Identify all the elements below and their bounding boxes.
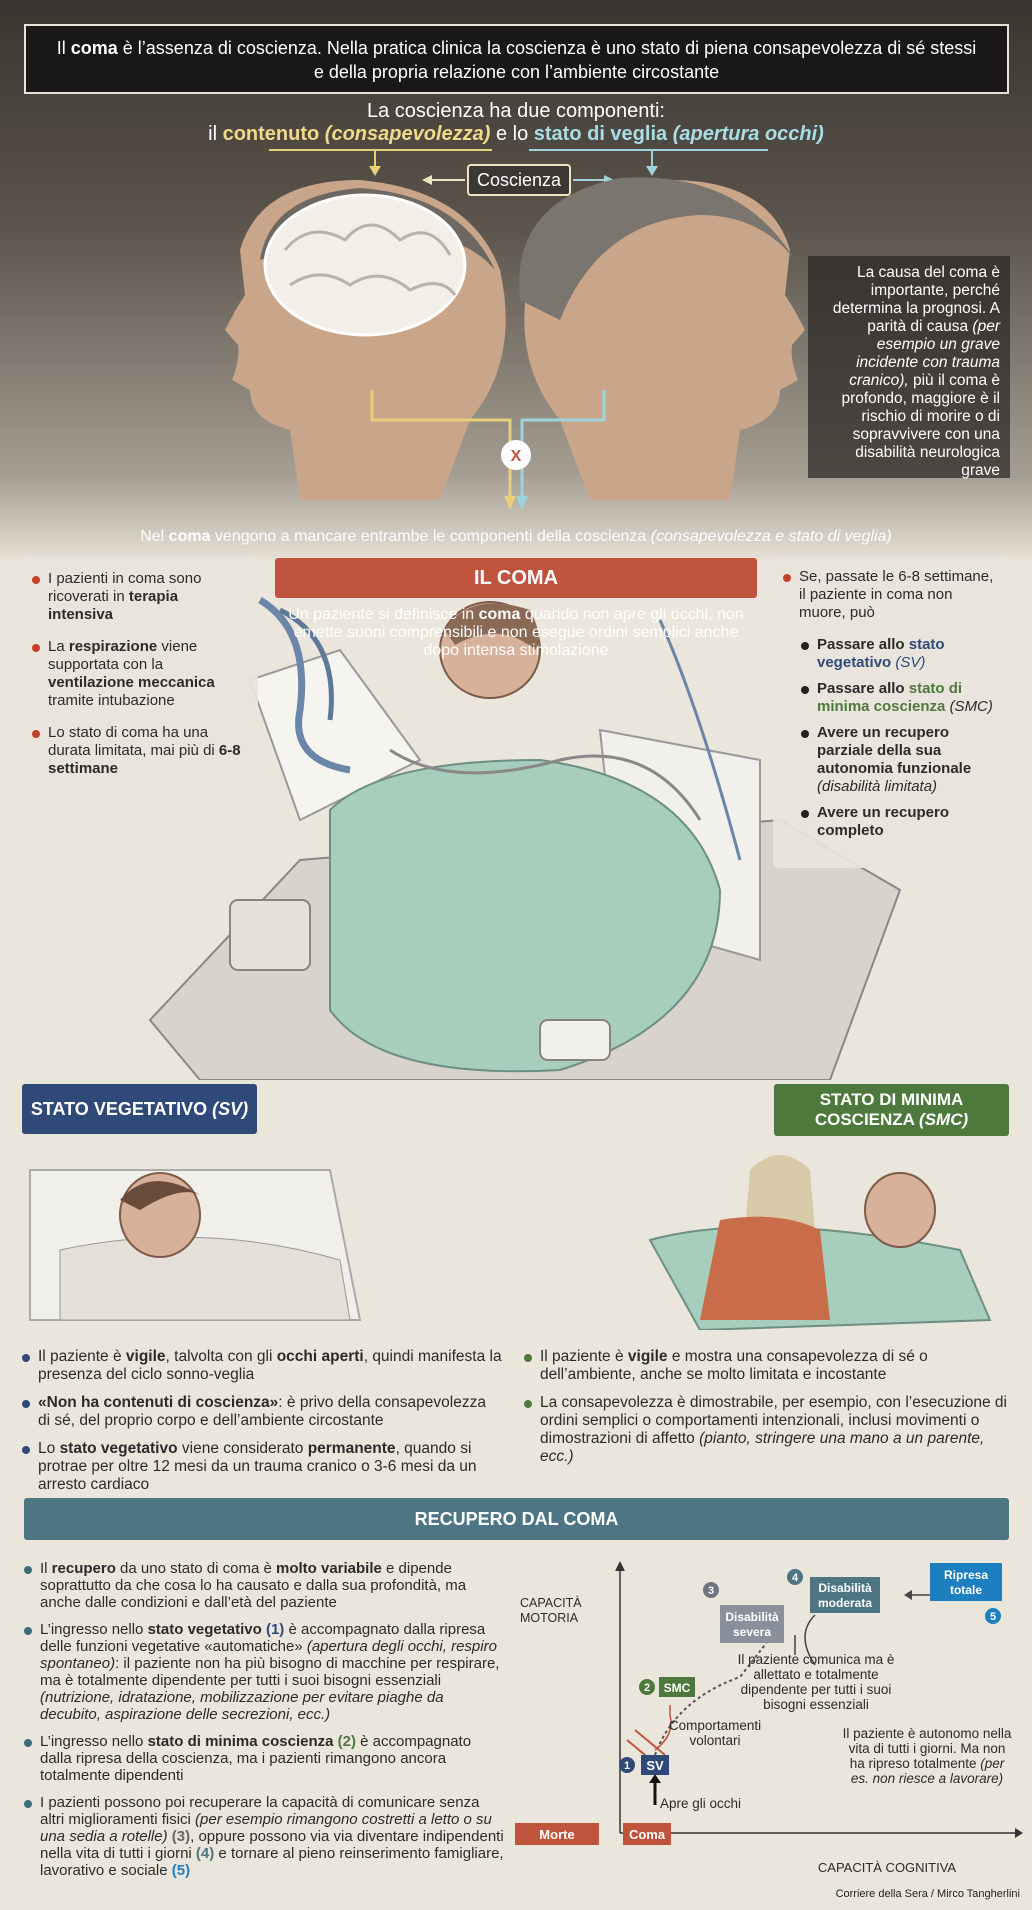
svg-text:Disabilità: Disabilità bbox=[818, 1581, 872, 1595]
smc-point-1: Il paziente è vigile e mostra una consapevolezza di sé o dell’ambiente, anche se molto limitata e incostante bbox=[524, 1348, 1014, 1384]
svg-text:Ripresa: Ripresa bbox=[943, 1568, 989, 1582]
outcome-partial: Avere un recupero parziale della sua autonomia funzionale (disabilità limitata) bbox=[817, 724, 997, 796]
recovery-header: RECUPERO DAL COMA bbox=[24, 1498, 1009, 1540]
svg-text:SV: SV bbox=[646, 1758, 664, 1773]
y-axis-label: CAPACITÀ MOTORIA bbox=[520, 1596, 582, 1625]
svg-text:Morte: Morte bbox=[539, 1827, 575, 1842]
sv-list bbox=[22, 1348, 502, 1504]
smc-header: STATO DI MINIMA COSCIENZA (SMC) bbox=[774, 1084, 1009, 1136]
left-head bbox=[225, 180, 506, 500]
open-eyes-label: Apre gli occhi bbox=[660, 1796, 742, 1811]
outcome-smc: Passare allo stato di minima coscienza (SMC) bbox=[817, 680, 997, 716]
coma-facts-box bbox=[22, 556, 258, 866]
rec-point-2: L’ingresso nello stato vegetativo (1) è accompagnato dalla ripresa delle funzioni vegetative «automatiche» (apertura degli occhi, respiro spontaneo): il paziente non ha più bisogno di macchine per respirare, ma è totalmente dipendente per tutti i suoi bisogni essenziali (nutrizione, idratazione, mobilizzazione per evitare piaghe da decubito, aspirazione delle secrezioni, ecc.) bbox=[24, 1621, 504, 1723]
x-mark: X bbox=[510, 448, 522, 465]
components-title: La coscienza ha due componenti: bbox=[367, 100, 665, 122]
recovery-list bbox=[24, 1560, 504, 1889]
coscienza-label: Coscienza bbox=[467, 164, 571, 196]
outcomes-intro: Se, passate le 6-8 settimane, il paziente in coma non muore, può bbox=[799, 568, 997, 622]
sv-point-2: «Non ha contenuti di coscienza»: è privo della consapevolezza di sé, del proprio corpo e dell’ambiente circostante bbox=[22, 1394, 502, 1430]
rec-point-3: L’ingresso nello stato di minima coscienza (2) è accompagnato dalla ripresa della coscienza, ma i pazienti rimangono ancora totalmente dipendenti bbox=[24, 1733, 504, 1784]
communicates-label: Il paziente comunica ma è allettato e totalmente dipendente per tutti i suoi bisogni essenziali bbox=[737, 1652, 895, 1712]
svg-text:5: 5 bbox=[989, 1611, 997, 1623]
x-axis-label: CAPACITÀ COGNITIVA bbox=[817, 1860, 957, 1875]
fact-duration: Lo stato di coma ha una durata limitata, mai più di 6-8 settimane bbox=[48, 724, 244, 778]
smc-point-2: La consapevolezza è dimostrabile, per esempio, con l’esecuzione di ordini semplici o comportamenti intenzionali, inclusi movimenti o dimostrazioni di affetto (pianto, stringere una mano a un parente, ecc.) bbox=[524, 1394, 1014, 1466]
outcome-sv: Passare allo stato vegetativo (SV) bbox=[817, 636, 997, 672]
brain bbox=[265, 195, 465, 335]
svg-text:4: 4 bbox=[791, 1572, 799, 1584]
outcome-complete: Avere un recupero completo bbox=[817, 804, 997, 840]
svg-text:Coma: Coma bbox=[628, 1827, 666, 1842]
fact-ventilation: La respirazione viene supportata con la ventilazione meccanica tramite intubazione bbox=[48, 638, 244, 710]
cause-note: La causa del coma è importante, perché determina la prognosi. A parità di causa (per esempio un grave incidente con trauma cranico), più il coma è profondo, maggiore è il rischio di morire o di sopravvivere con una disabilità neurologica grave bbox=[808, 256, 1010, 478]
svg-text:1: 1 bbox=[623, 1760, 631, 1772]
smc-list bbox=[524, 1348, 1014, 1476]
coma-note: Nel coma vengono a mancare entrambe le componenti della coscienza (consapevolezza e stato di veglia) bbox=[140, 528, 892, 545]
credit: Corriere della Sera / Mirco Tangherlini bbox=[835, 1888, 1020, 1900]
fact-icu: I pazienti in coma sono ricoverati in terapia intensiva bbox=[48, 570, 244, 624]
rec-point-4: I pazienti possono poi recuperare la capacità di comunicare senza altri miglioramenti fisici (per esempio rimangono costretti a letto o su una sedia a rotelle) (3), oppure possono via via diventare indipendenti nella vita di tutti i giorni (4) e tornare al pieno reinserimento famigliare, lavorativo e sociale (5) bbox=[24, 1794, 504, 1879]
coma-definition: Un paziente si definisce in coma quando non apre gli occhi, non emette suoni comprensibili e non esegue ordini semplici anche dopo intensa stimolazione bbox=[288, 606, 744, 659]
sv-point-1: Il paziente è vigile, talvolta con gli occhi aperti, quindi manifesta la presenza del ciclo sonno-veglia bbox=[22, 1348, 502, 1384]
sv-smc-illustrations bbox=[0, 1140, 1032, 1330]
rec-point-1: Il recupero da uno stato di coma è molto variabile e dipende soprattutto da che cosa lo ha causato e dalla sua profondità, ma anche dalle condizioni e dall’età del paziente bbox=[24, 1560, 504, 1611]
svg-text:SMC: SMC bbox=[663, 1681, 691, 1695]
svg-text:2: 2 bbox=[643, 1682, 651, 1694]
outcomes-box bbox=[773, 556, 1009, 868]
svg-text:moderata: moderata bbox=[817, 1596, 873, 1610]
sv-header: STATO VEGETATIVO (SV) bbox=[22, 1084, 257, 1134]
svg-text:Disabilità: Disabilità bbox=[725, 1610, 779, 1624]
components-line: il contenuto (consapevolezza) e lo stato di veglia (apertura occhi) bbox=[208, 123, 824, 145]
svg-text:severa: severa bbox=[732, 1625, 772, 1639]
svg-text:3: 3 bbox=[707, 1585, 715, 1597]
right-head bbox=[519, 177, 805, 500]
sv-point-3: Lo stato vegetativo viene considerato permanente, quando si protrae per oltre 12 mesi da un trauma cranico o 3-6 mesi da un arresto cardiaco bbox=[22, 1440, 502, 1494]
autonomous-label: Il paziente è autonomo nella vita di tutti i giorni. Ma non ha ripreso totalmente (per es. non riesce a lavorare) bbox=[842, 1726, 1012, 1786]
svg-text:totale: totale bbox=[949, 1583, 983, 1597]
voluntary-label: Comportamenti volontari bbox=[668, 1718, 762, 1748]
coma-header: IL COMA bbox=[275, 558, 757, 598]
intro-box: Il coma è l’assenza di coscienza. Nella pratica clinica la coscienza è uno stato di piena consapevolezza di sé stessi e della propria relazione con l’ambiente circostante bbox=[24, 24, 1009, 94]
